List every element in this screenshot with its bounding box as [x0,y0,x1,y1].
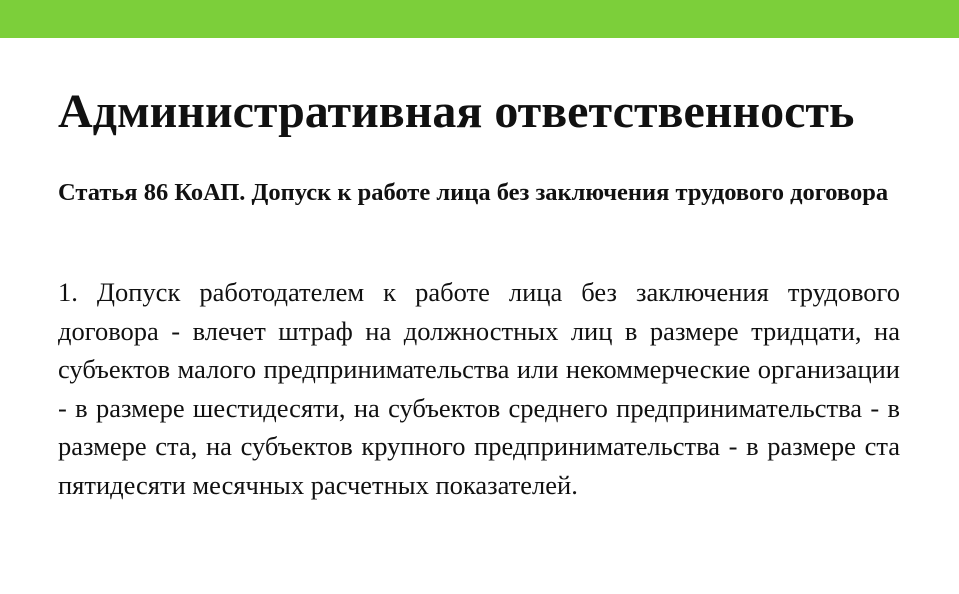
slide-title: Административная ответственность [58,85,855,138]
article-body-text: 1. Допуск работодателем к работе лица без заключения трудового договора - влечет штраф на должностных лиц в размере тридцати, на субъектов малого предпринимательства или некоммерческие организации - в размере шестидесяти, на субъектов среднего предпринимательства - в размере ста, на субъектов крупного предпринимательства - в размере ста пятидесяти месячных расчетных показателей. [58,277,900,500]
accent-bar [0,0,959,38]
article-heading: Статья 86 КоАП. Допуск к работе лица без заключения трудового договора [58,179,889,206]
